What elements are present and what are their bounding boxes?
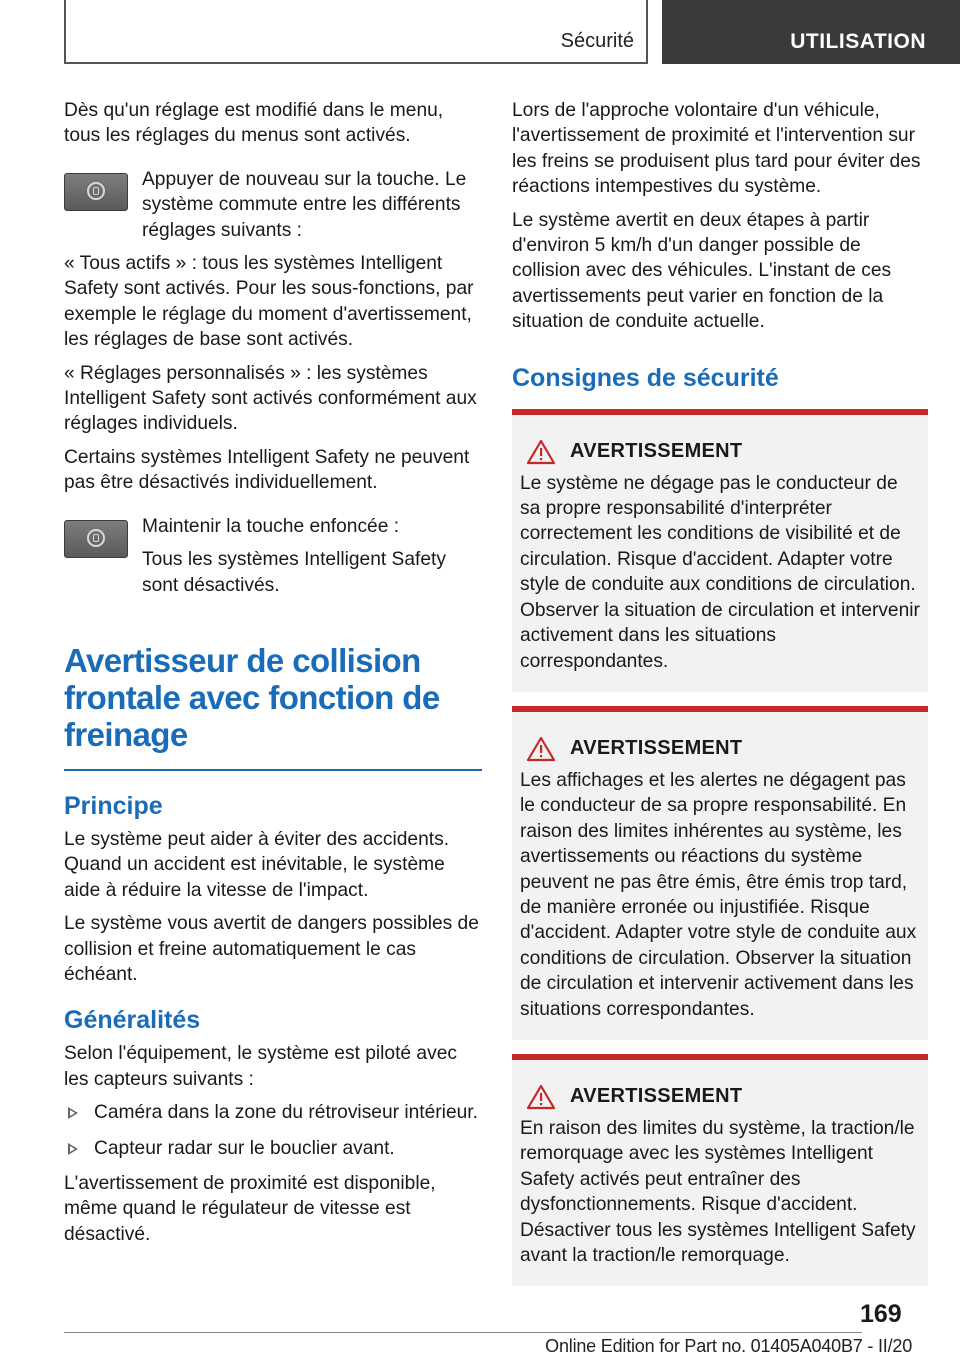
- left-column: [64, 98, 482, 1255]
- triangle-bullet-icon: [68, 1107, 78, 1119]
- warning-triangle-icon: [526, 736, 556, 762]
- paragraph: Lors de l'approche volontaire d'un véhicule, l'avertissement de proximité et l'intervention sur les freins se produisent plus tard pour éviter des réactions intempestives du système.: [512, 100, 921, 198]
- paragraph: « Réglages personnalisés » : les systèmes Intelligent Safety sont activés conformément aux réglages individuels.: [64, 362, 477, 435]
- right-column: [512, 98, 928, 1286]
- paragraph: Le système avertit en deux étapes à partir d'environ 5 km/h d'un danger possible de collision avec des véhicules. L'instant de ces avertissements peut varier en fonction de la situation de conduite actuelle.: [512, 209, 892, 333]
- triangle-bullet-icon: [68, 1143, 78, 1155]
- warning-box: [512, 409, 928, 692]
- subsection-heading: Consignes de sécurité: [512, 363, 779, 392]
- footer-edition: Online Edition for Part no. 01405A040B7 - II/20: [545, 1336, 912, 1356]
- footer-divider: [64, 1332, 862, 1333]
- header-section-title: Sécurité: [560, 30, 634, 52]
- paragraph: Certains systèmes Intelligent Safety ne peuvent pas être désactivés individuellement.: [64, 446, 470, 494]
- list-item: Caméra dans la zone du rétroviseur intérieur.: [64, 1100, 482, 1125]
- paragraph: « Tous actifs » : tous les systèmes Intelligent Safety sont activés. Pour les sous-fonctions, par exemple le réglage du moment d'avertissement, les réglages de base sont activés.: [64, 253, 474, 351]
- paragraph: Dès qu'un réglage est modifié dans le menu, tous les réglages du menus sont activés.: [64, 100, 444, 147]
- key-instruction-text: Tous les systèmes Intelligent Safety sont désactivés.: [142, 549, 446, 596]
- warning-triangle-icon: [526, 439, 556, 465]
- paragraph: Le système peut aider à éviter des accidents. Quand un accident est inévitable, le système aide à réduire la vitesse de l'impact.: [64, 828, 450, 901]
- warning-box: [512, 706, 928, 1040]
- header-section-box: [64, 0, 648, 64]
- warning-text: Le système ne dégage pas le conducteur de sa propre responsabilité d'interpréter correctement les conditions de visibilité et de circulation. Risque d'accident. Adapter votre style de conduite aux conditions de circulation. Observer la situation de circulation et intervenir activement dans les situations correspondantes.: [520, 472, 920, 672]
- section-heading: Avertisseur de collision frontale avec fonction de freinage: [64, 641, 440, 753]
- paragraph: L'avertissement de proximité est disponible, même quand le régulateur de vitesse est désactivé.: [64, 1172, 436, 1245]
- key-instruction-text: Appuyer de nouveau sur la touche. Le système commute entre les différents réglages suivants :: [142, 168, 467, 241]
- bullet-list: [64, 1100, 482, 1161]
- header-chapter-box: [662, 0, 960, 64]
- warning-triangle-icon: [526, 1084, 556, 1110]
- warning-title: AVERTISSEMENT: [520, 1084, 920, 1110]
- warning-box: [512, 1054, 928, 1286]
- list-item: Capteur radar sur le bouclier avant.: [64, 1136, 482, 1161]
- driving-assistant-button-icon: [64, 520, 128, 558]
- paragraph: Selon l'équipement, le système est piloté avec les capteurs suivants :: [64, 1043, 457, 1090]
- driving-assistant-button-icon: [64, 173, 128, 211]
- subsection-heading: Principe: [64, 791, 163, 820]
- page-number: 169: [860, 1300, 902, 1328]
- header-chapter-title: UTILISATION: [790, 30, 926, 53]
- warning-title: AVERTISSEMENT: [520, 736, 920, 762]
- warning-title: AVERTISSEMENT: [520, 439, 920, 465]
- paragraph: Le système vous avertit de dangers possibles de collision et freine automatiquement le cas échéant.: [64, 913, 479, 985]
- warning-text: Les affichages et les alertes ne dégagent pas le conducteur de sa propre responsabilité. En raison des limites inhérentes au système, les avertissements ou réactions du système peuvent ne pas être émis, être émis trop tard, de manière erronée ou injustifiée. Risque d'accident. Adapter votre style de conduite aux conditions de circulation. Observer la situation de circulation et intervenir activement dans les situations correspondantes.: [520, 769, 917, 1020]
- subsection-heading: Généralités: [64, 1006, 201, 1035]
- key-instruction-text: Maintenir la touche enfoncée :: [142, 515, 400, 537]
- key-instruction: [64, 167, 482, 243]
- key-instruction: [64, 514, 482, 598]
- warning-text: En raison des limites du système, la traction/le remorquage avec les systèmes Intelligent Safety activés peut entraîner des dysfonctionnements. Risque d'accident. Désactiver tous les systèmes Intelligent Safety avant la traction/le remorquage.: [520, 1117, 916, 1266]
- heading-divider: [64, 769, 482, 771]
